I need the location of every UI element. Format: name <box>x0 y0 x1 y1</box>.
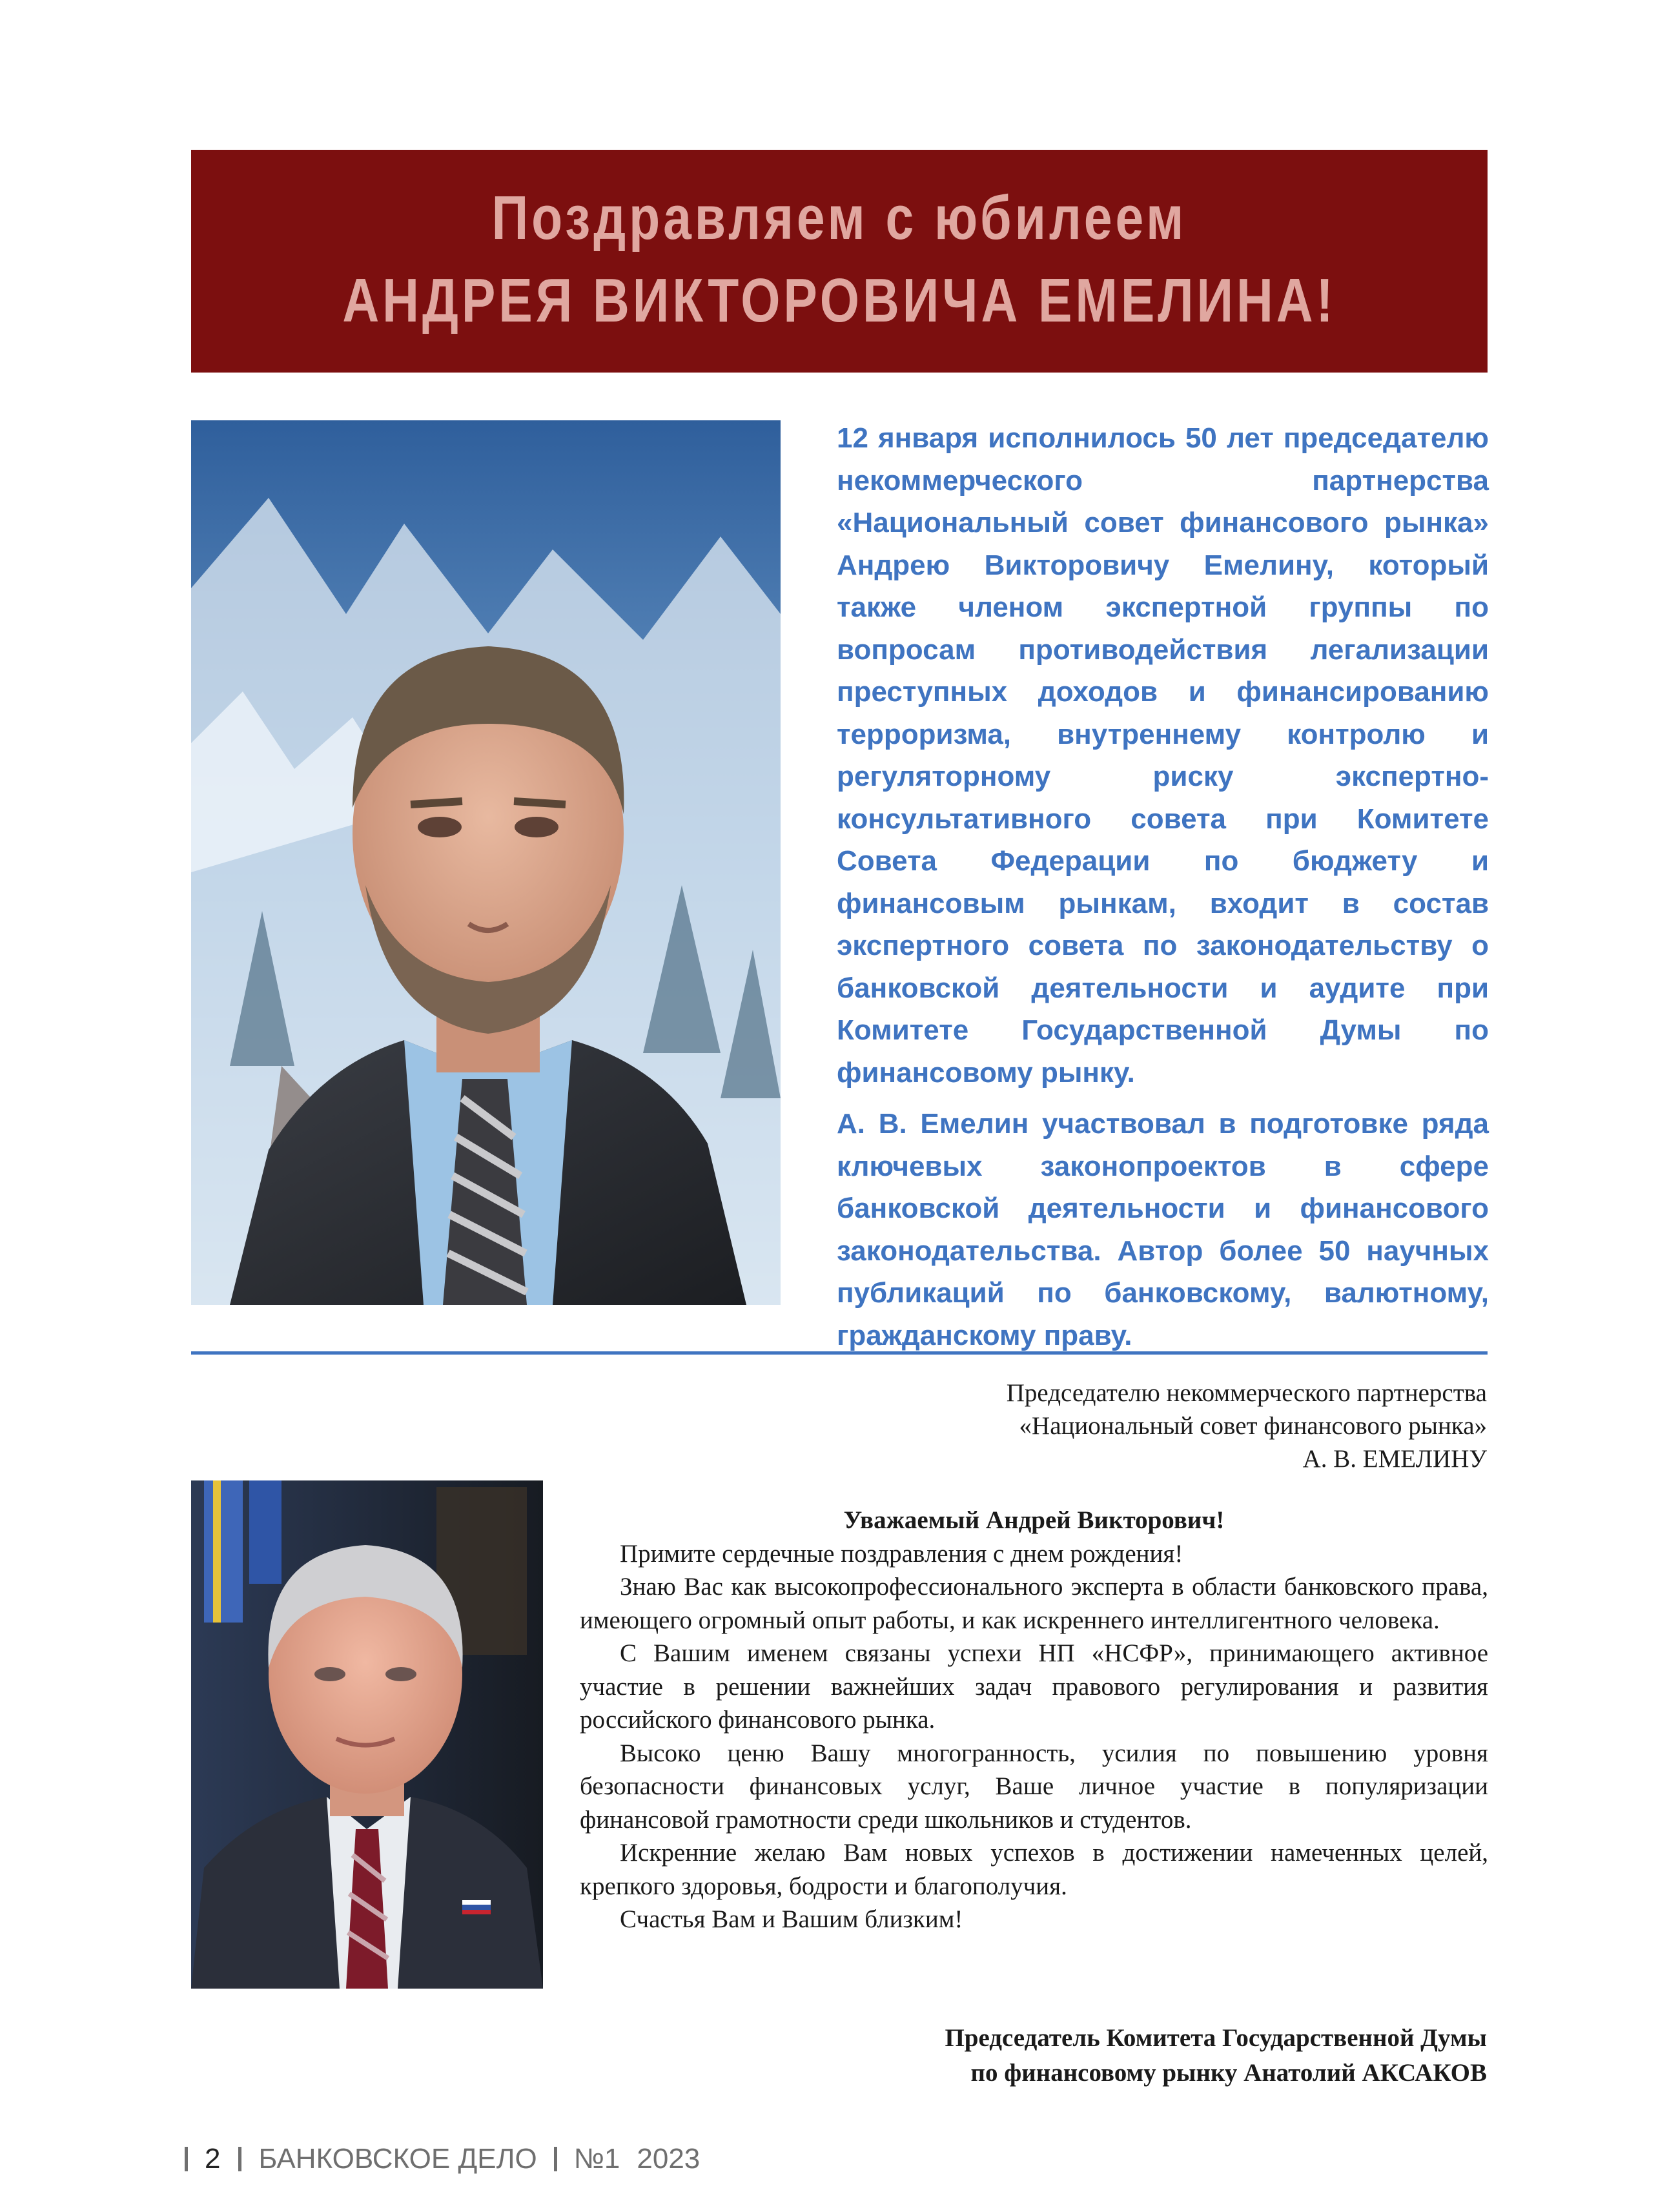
page-number: 2 <box>205 2143 221 2175</box>
magazine-name: БАНКОВСКОЕ ДЕЛО <box>258 2143 537 2175</box>
footer-divider <box>185 2147 188 2171</box>
addressee-line-2: «Национальный совет финансового рынка» <box>1019 1412 1487 1440</box>
signature-line-1: Председатель Комитета Государственной Думы <box>945 2024 1487 2052</box>
addressee-line-1: Председателю некоммерческого партнерства <box>1006 1379 1487 1407</box>
footer-divider <box>238 2147 241 2171</box>
letter-paragraph: Счастья Вам и Вашим близким! <box>620 1905 963 1933</box>
addressee-line-3: А. В. ЕМЕЛИНУ <box>1302 1445 1487 1473</box>
letter-salutation: Уважаемый Андрей Викторович! <box>843 1506 1225 1534</box>
headline-banner <box>191 150 1488 373</box>
intro-paragraph-2: А. В. Емелин участвовал в подготовке ряда ключевых законопроектов в сфере банковской деятельности и финансового законодательства. Автор более 50 научных публикаций по банковскому, валютному, гражданскому праву. <box>837 1108 1489 1351</box>
section-divider <box>191 1351 1488 1355</box>
letter-paragraph: Примите сердечные поздравления с днем рождения! <box>620 1539 1183 1568</box>
letter-paragraph: С Вашим именем связаны успехи НП «НСФР», принимающего активное участие в решении важнейших задач правового регулирования и развития российского финансового рынка. <box>580 1639 1488 1734</box>
issue-number: №1 <box>573 2143 620 2175</box>
letter-signature <box>583 2021 1487 2091</box>
headline-line-2: АНДРЕЯ ВИКТОРОВИЧА ЕМЕЛИНА! <box>342 266 1336 335</box>
portrait-photo-secondary <box>191 1480 543 1989</box>
addressee-block <box>648 1377 1487 1475</box>
portrait-photo-main <box>191 420 781 1305</box>
headline-line-1: Поздравляем с юбилеем <box>491 183 1187 252</box>
letter-paragraph: Высоко ценю Вашу многогранность, усилия по повышению уровня безопасности финансовых услуг, Ваше личное участие в популяризации финансовой грамотности среди школьников и студентов. <box>580 1739 1488 1834</box>
intro-text <box>837 417 1489 1366</box>
issue-year: 2023 <box>637 2143 701 2175</box>
signature-line-2: по финансовому рынку Анатолий АКСАКОВ <box>970 2059 1487 2087</box>
intro-paragraph-1: 12 января исполнилось 50 лет председателю некоммерческого партнерства «Национальный совет финансового рынка» Андрею Викторовичу Емелину, который также членом экспертной группы по вопросам противодействия легализации преступных доходов и финансированию терроризма, внутреннему контролю и регуляторному риску экспертно-консультативного совета при Комитете Совета Федерации по бюджету и финансовым рынкам, входит в состав экспертного совета по законодательству о банковской деятельности и аудите при Комитете Государственной Думы по финансовому рынку. <box>837 422 1489 1089</box>
letter-paragraph: Искренние желаю Вам новых успехов в достижении намеченных целей, крепкого здоровья, бодрости и благополучия. <box>580 1839 1488 1900</box>
letter-body <box>580 1504 1488 1936</box>
footer-divider <box>554 2147 557 2171</box>
letter-paragraph: Знаю Вас как высокопрофессионального эксперта в области банковского права, имеющего огромный опыт работы, и как искреннего интеллигентного человека. <box>580 1573 1488 1634</box>
page-footer <box>185 2140 700 2178</box>
